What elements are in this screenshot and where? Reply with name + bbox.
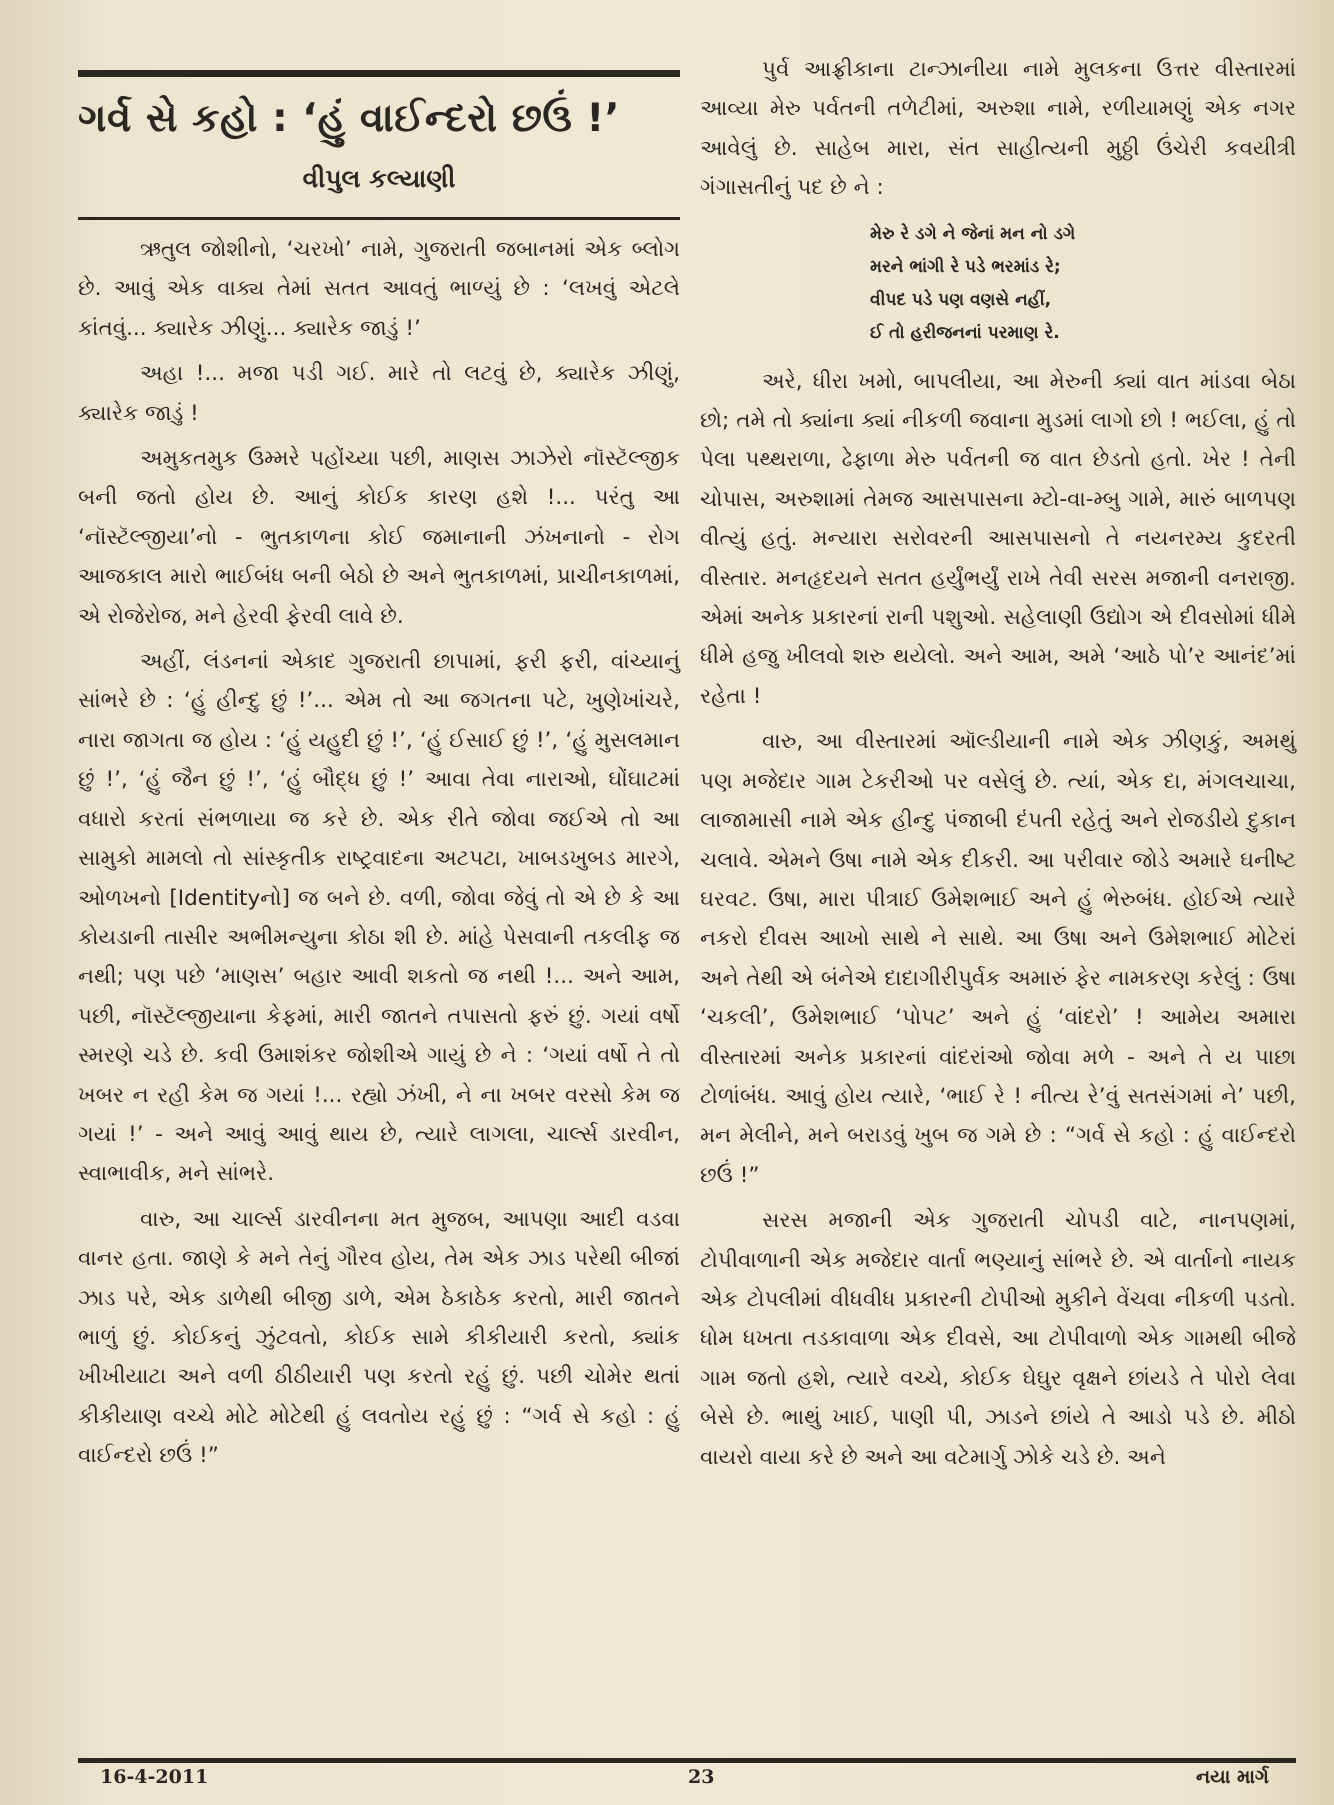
- article-title: ગર્વ સે કહો : ‘હું વાઈન્દરો છઉં !’: [78, 96, 620, 141]
- paragraph: અહીં, લંડનનાં એકાદ ગુજરાતી છાપામાં, ફરી ફરી, વાંચ્યાનું સાંભરે છે : ‘હું હીન્દુ છું !’... એમ તો આ જગતના પટે, ખુણેખાંચરે, નારા જાગતા જ હોય : ‘હું યહુદી છું !’, ‘હું ઈસાઈ છું !’, ‘હું મુસલમાન છું !’, ‘હું જૈન છું !’, ‘હું બૌદ્ધ છું !’ આવા તેવા નારાઓ, ઘોંઘાટમાં વધારો કરતાં સંભળાયા જ કરે છે. એક રીતે જોવા જઈએ તો આ સામુકો મામલો તો સાંસ્કૃતીક રાષ્ટ્રવાદના અટપટા, ખાબડખુબડ મારગે, ઓળખનો [Identityનો] જ બને છે. વળી, જોવા જેવું તો એ છે કે આ કોયડાની તાસીર અભીમન્યુના કોઠા શી છે. માંહે પેસવાની તકલીફ જ નથી; પણ પછે ‘માણસ’ બહાર આવી શકતો જ નથી !... અને આમ, પછી, નૉસ્ટૅલ્જીયાના કેફમાં, મારી જાતને તપાસતો ફરું છું. ગયાં વર્ષો સ્મરણે ચડે છે. કવી ઉમાશંકર જોશીએ ગાયું છે ને : ‘ગયાં વર્ષો તે તો ખબર ન રહી કેમ જ ગયાં !... રહ્યો ઝંખી, ને ના ખબર વરસો કેમ જ ગયાં !’ - અને આવું આવું થાય છે, ત્યારે લાગલા, ચાર્લ્સ ડારવીન, સ્વાભાવીક, મને સાંભરે.: [78, 649, 680, 1187]
- page-number: 23: [688, 1766, 715, 1788]
- poem-line: ઈ તો હરીજનનાં પરમાણ રે.: [870, 322, 1060, 343]
- title-bottom-rule: [78, 217, 680, 220]
- paragraph: ઋતુલ જોશીનો, ‘ચરખો’ નામે, ગુજરાતી જબાનમાં એક બ્લોગ છે. આવું એક વાક્ય તેમાં સતત આવતું ભાળ્યું છે : ‘લખવું એટલે કાંતવું... ક્યારેક ઝીણું... ક્યારેક જાડું !’: [78, 237, 680, 341]
- issue-date: 16-4-2011: [100, 1766, 209, 1788]
- left-column: [78, 70, 680, 1482]
- publication-name: નયા માર્ગ: [1196, 1766, 1269, 1788]
- paragraph: વારુ, આ વીસ્તારમાં ઑલ્ડીયાની નામે એક ઝીણકું, અમથું પણ મજેદાર ગામ ટેકરીઓ પર વસેલું છે. ત્યાં, એક દા, મંગલચાચા, લાજામાસી નામે એક હીન્દુ પંજાબી દંપતી રહેતું અને રોજડીયે દુકાન ચલાવે. એમને ઉષા નામે એક દીકરી. આ પરીવાર જોડે અમારે ઘનીષ્ટ ઘરવટ. ઉષા, મારા પીત્રાઈ ઉમેશભાઈ અને હું ભેરુબંધ. હોઈએ ત્યારે નકરો દીવસ આખો સાથે ને સાથે. આ ઉષા અને ઉમેશભાઈ મોટેરાં અને તેથી એ બંનેએ દાદાગીરીપુર્વક અમારું ફેર નામકરણ કરેલું : ઉષા ‘ચકલી’, ઉમેશભાઈ ‘પોપટ’ અને હું ‘વાંદરો’ ! આમેય અમારા વીસ્તારમાં અનેક પ્રકારનાં વાંદરાંઓ જોવા મળે - અને તે ય પાછા ટોળાંબંધ. આવું હોય ત્યારે, ‘ભાઈ રે ! નીત્ય રે’વું સતસંગમાં ને’ પછી, મન મેલીને, મને બરાડવું ખુબ જ ગમે છે : “ગર્વ સે કહો : હું વાઈન્દરો છઉં !”: [700, 729, 1296, 1188]
- footer-rule: [78, 1758, 1296, 1763]
- paragraph: અહા !... મજા પડી ગઈ. મારે તો લટવું છે, ક્યારેક ઝીણું, ક્યારેક જાડું !: [78, 361, 680, 426]
- right-column: [700, 50, 1296, 1483]
- poem-line: મરને ભાંગી રે પડે ભરમાંડ રે;: [870, 256, 1061, 277]
- paragraph: વારુ, આ ચાર્લ્સ ડારવીનના મત મુજબ, આપણા આદી વડવા વાનર હતા. જાણે કે મને તેનું ગૌરવ હોય, તેમ એક ઝાડ પરેથી બીજાં ઝાડ પરે, એક ડાળેથી બીજી ડાળે, એમ ઠેકાઠેક કરતો, મારી જાતને ભાળું છું. કોઈકનું ઝુંટવતો, કોઈક સામે કીકીયારી કરતો, ક્યાંક ખીખીયાટા અને વળી ઠીઠીયારી પણ કરતો રહું છું. પછી ચોમેર થતાં કીકીયાણ વચ્ચે મોટે મોટેથી હું લવતોય રહું છું : “ગર્વ સે કહો : હું વાઈન્દરો છઉં !”: [78, 1206, 680, 1469]
- poem-quote: [870, 218, 1296, 350]
- poem-line: વીપદ પડે પણ વણસે નહીં,: [870, 289, 1052, 310]
- paragraph: સરસ મજાની એક ગુજરાતી ચોપડી વાટે, નાનપણમાં, ટોપીવાળાની એક મજેદાર વાર્તા ભણ્યાનું સાંભરે છે. એ વાર્તાનો નાયક એક ટોપલીમાં વીધવીધ પ્રકારની ટોપીઓ મુકીને વેંચવા નીકળી પડતો. ધોમ ધખતા તડકાવાળા એક દીવસે, આ ટોપીવાળો એક ગામથી બીજે ગામ જતો હશે, ત્યારે વચ્ચે, કોઈક ઘેઘુર વૃક્ષને છાંયડે તે પોરો લેવા બેસે છે. ભાથું ખાઈ, પાણી પી, ઝાડને છાંયે તે આડો પડે છે. મીઠો વાયરો વાયા કરે છે અને આ વટેમાર્ગુ ઝોકે ચડે છે. અને: [700, 1208, 1296, 1470]
- poem-line: મેરુ રે ડગે ને જેનાં મન નો ડગે: [870, 223, 1076, 244]
- article-author: વીપુલ કલ્યાણી: [302, 164, 456, 193]
- paragraph: અરે, ધીરા ખમો, બાપલીયા, આ મેરુની ક્યાં વાત માંડવા બેઠા છો; તમે તો ક્યાંના ક્યાં નીકળી જવાના મુડમાં લાગો છો ! ભઈલા, હું તો પેલા પથ્થરાળા, ઢેફાળા મેરુ પર્વતની જ વાત છેડતો હતો. ખેર ! તેની ચોપાસ, અરુશામાં તેમજ આસપાસના મ્ટો-વા-મ્બુ ગામે, મારું બાળપણ વીત્યું હતું. મન્યારા સરોવરની આસપાસનો તે નયનરમ્ય કુદરતી વીસ્તાર. મનહૃદયને સતત હર્યુંભર્યું રાખે તેવી સરસ મજાની વનરાજી. એમાં અનેક પ્રકારનાં રાની પશુઓ. સહેલાણી ઉદ્યોગ એ દીવસોમાં ધીમે ધીમે હજુ ખીલવો શરુ થયેલો. અને આમ, અમે ‘આઠે પો’ર આનંદ’માં રહેતા !: [700, 368, 1296, 709]
- paragraph: અમુકતમુક ઉમ્મરે પહોંચ્યા પછી, માણસ ઝાઝેરો નૉસ્ટૅલ્જીક બની જતો હોય છે. આનું કોઈક કારણ હશે !... પરંતુ આ ‘નૉસ્ટૅલ્જીયા’નો - ભુતકાળના કોઈ જમાનાની ઝંખનાનો - રોગ આજકાલ મારો ભાઈબંધ બની બેઠો છે અને ભુતકાળમાં, પ્રાચીનકાળમાં, એ રોજેરોજ, મને હેરવી ફેરવી લાવે છે.: [78, 446, 680, 629]
- title-top-rule: [78, 70, 680, 77]
- paragraph: પુર્વ આફ્રીકાના ટાન્ઝાનીયા નામે મુલકના ઉત્તર વીસ્તારમાં આવ્યા મેરુ પર્વતની તળેટીમાં, અરુશા નામે, રળીયામણું એક નગર આવેલું છે. સાહેબ મારા, સંત સાહીત્યની મુઠ્ઠી ઉંચેરી કવયીત્રી ગંગાસતીનું પદ છે ને :: [700, 57, 1296, 201]
